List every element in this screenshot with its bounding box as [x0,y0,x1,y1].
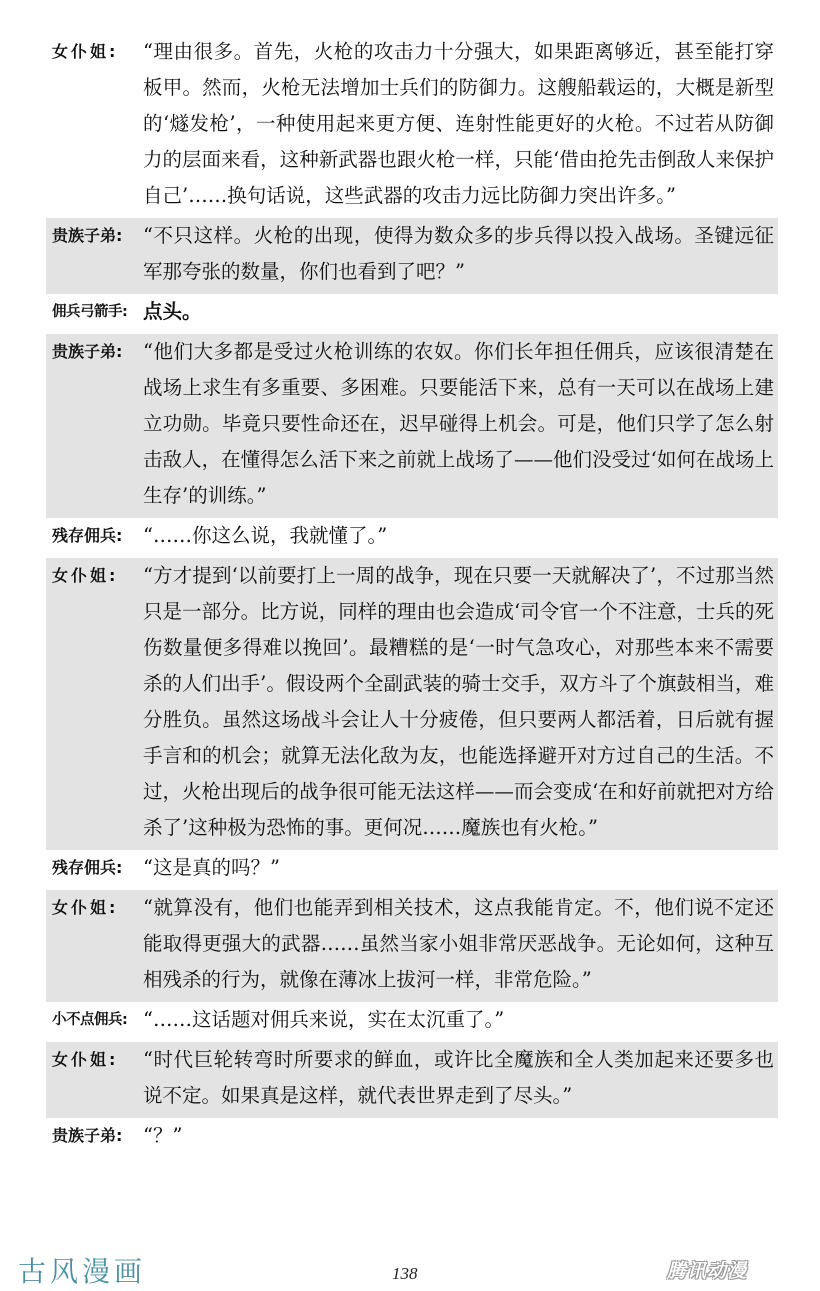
speaker-name: 残存佣兵: [52,526,123,545]
dialogue-entry [46,558,778,850]
dialogue-line: “时代巨轮转弯时所要求的鲜血，或许比全魔族和全人类加起来还要多也说不定。如果真是这样，就代表世界走到了尽头。” [143,1048,774,1107]
speaker-name: 女仆姐: [52,1050,119,1069]
watermark-logo-right: 腾讯动漫 [667,1260,748,1282]
dialogue-entry [46,294,778,334]
dialogue-line: “就算没有，他们也能弄到相关技术，这点我能肯定。不，他们说不定还能取得更强大的武器……虽然当家小姐非常厌恶战争。无论如何，这种互相残杀的行为，就像在薄冰上拔河一样，非常危险。” [143,896,774,991]
speaker-name: 残存佣兵: [52,858,123,877]
dialogue-entry [46,890,778,1002]
dialogue-transcript [46,34,778,1158]
dialogue-entry [46,1118,778,1158]
speaker-name: 女仆姐: [52,42,119,61]
speaker-name: 贵族子弟: [52,342,123,361]
speaker-name: 贵族子弟: [52,226,123,245]
speaker-name: 佣兵弓箭手: [52,304,128,320]
dialogue-line: “？” [143,1124,183,1147]
action-line: 点头。 [143,300,202,323]
dialogue-entry [46,34,778,218]
speaker-name: 小不点佣兵: [52,1012,128,1028]
speaker-name: 贵族子弟: [52,1126,123,1145]
dialogue-entry [46,218,778,294]
speaker-name: 女仆姐: [52,566,119,585]
page-number: 138 [392,1264,418,1283]
watermark-logo-left: 古风漫画 [18,1255,147,1288]
dialogue-line: “理由很多。首先，火枪的攻击力十分强大，如果距离够近，甚至能打穿板甲。然而，火枪无法增加士兵们的防御力。这艘船载运的，大概是新型的‘燧发枪’，一种使用起来更方便、连射性能更好的火枪。不过若从防御力的层面来看，这种新武器也跟火枪一样，只能‘借由抢先击倒敌人来保护自己’……换句话说，这些武器的攻击力远比防御力突出许多。” [143,40,774,207]
dialogue-entry [46,518,778,558]
dialogue-entry [46,1042,778,1118]
dialogue-line: “方才提到‘以前要打上一周的战争，现在只要一天就解决了’，不过那当然只是一部分。比方说，同样的理由也会造成‘司令官一个不注意，士兵的死伤数量便多得难以挽回’。最糟糕的是‘一时气急攻心，对那些本来不需要杀的人们出手’。假设两个全副武装的骑士交手，双方斗了个旗鼓相当，难分胜负。虽然这场战斗会让人十分疲倦，但只要两人都活着，日后就有握手言和的机会；就算无法化敌为友，也能选择避开对方过自己的生活。不过，火枪出现后的战争很可能无法这样——而会变成‘在和好前就把对方给杀了’这种极为恐怖的事。更何况……魔族也有火枪。” [143,564,774,839]
dialogue-entry [46,1002,778,1042]
dialogue-line: “……这话题对佣兵来说，实在太沉重了。” [143,1008,505,1031]
speaker-name: 女仆姐: [52,898,119,917]
dialogue-line: “他们大多都是受过火枪训练的农奴。你们长年担任佣兵，应该很清楚在战场上求生有多重要、多困难。只要能活下来，总有一天可以在战场上建立功勋。毕竟只要性命还在，迟早碰得上机会。可是，他们只学了怎么射击敌人，在懂得怎么活下来之前就上战场了——他们没受过‘如何在战场上生存’的训练。” [143,340,774,507]
dialogue-line: “这是真的吗？” [143,856,280,879]
dialogue-entry [46,850,778,890]
dialogue-line: “不只这样。火枪的出现，使得为数众多的步兵得以投入战场。圣键远征军那夸张的数量，你们也看到了吧？” [143,224,774,283]
dialogue-entry [46,334,778,518]
dialogue-line: “……你这么说，我就懂了。” [143,524,388,547]
